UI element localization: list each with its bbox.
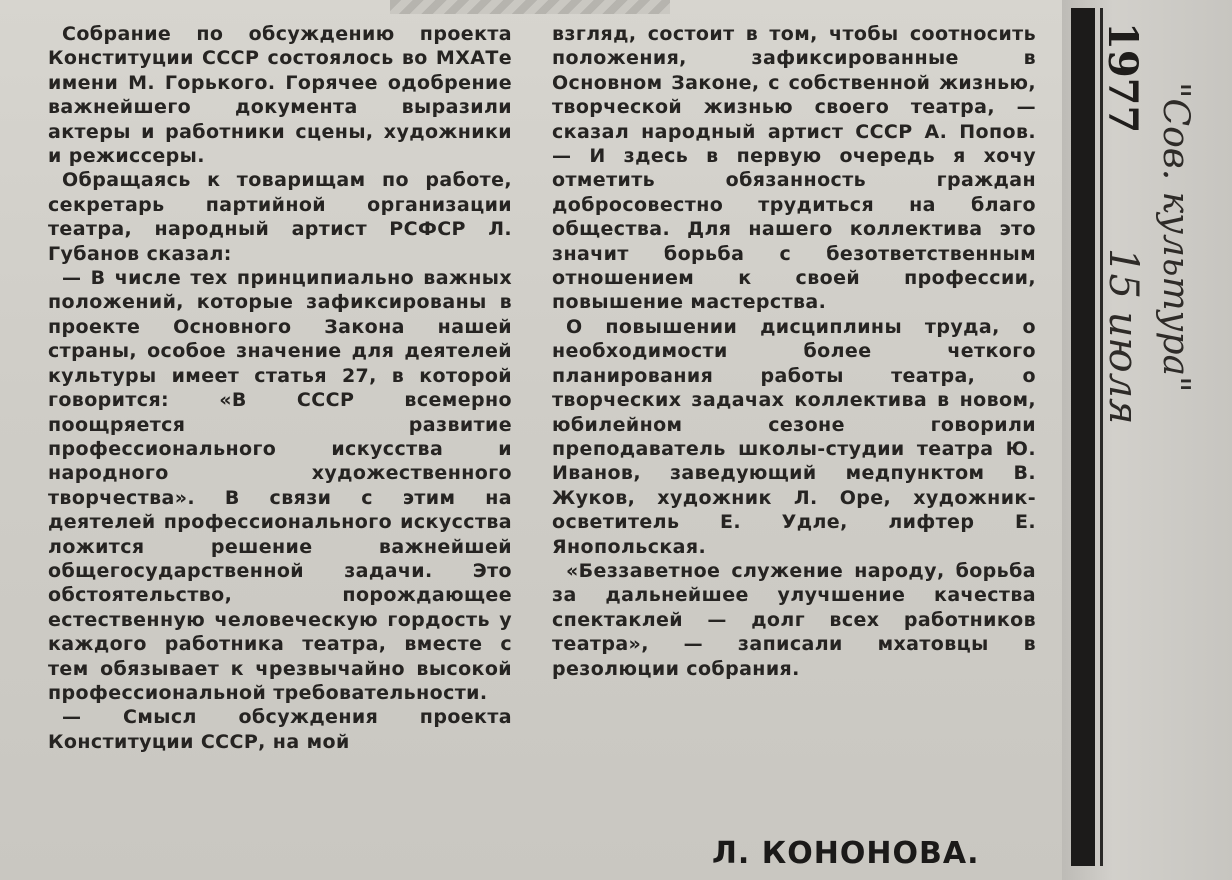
paragraph-intro: Собрание по обсуждению проекта Конституции СССР состоялось во МХАТе имени М. Горького. Горячее одобрение важнейшего документа выразили актеры и работники сцены, художники и режиссеры.: [48, 23, 512, 168]
handwritten-note: [1099, 18, 1224, 878]
paragraph-resolution: «Беззаветное служение народу, борьба за дальнейшее улучшение качества спектаклей — долг всех работников театра», — записали мхатовцы в резолюции собрания.: [552, 559, 1036, 680]
handwritten-date: 15 июля: [1100, 248, 1146, 425]
paragraph-gubanov-quote: — В числе тех принципиально важных положений, которые зафиксированы в проекте Основного Закона нашей страны, особое значение для деятелей культуры имеет статья 27, в которой говорится: «В СССР всемерно поощряется развитие профессионального искусства и народного художественного творчества». В связи с этим на деятелей профессионального искусства ложится решение важнейшей общегосударственной задачи. Это обстоятельство, порождающее естественную человеческую гордость у каждого работника театра, вместе с тем обязывает к чрезвычайно высокой профессиональной требовательности.: [48, 267, 512, 704]
paragraph-popov-start: — Смысл обсуждения проекта Конституции СССР, на мой: [48, 706, 512, 753]
column-rule-thick: [1071, 8, 1095, 866]
paragraph-discussion: О повышении дисциплины труда, о необходимости более четкого планирования работы театра, о творческих задачах коллектива в новом, юбилейном сезоне говорили преподаватель школы-студии театра Ю. Иванов, заведующий медпунктом В. Жуков, художник Л. Оре, художник-осветитель Е. Удле, лифтер Е. Янопольская.: [552, 315, 1036, 558]
paragraph-popov-continued: взгляд, состоит в том, чтобы соотносить положения, зафиксированные в Основном Законе, с собственной жизнью, творческой жизнью своего театра, — сказал народный артист СССР А. Попов. — И здесь в первую очередь я хочу отметить обязанность граждан добросовестно трудиться на благо общества. Для нашего коллектива это значит борьба с безответственным отношением к своей профессии, повышение мастерства.: [552, 23, 1036, 314]
paragraph-gubanov-intro: Обращаясь к товарищам по работе, секретарь партийной организации театра, народный артист РСФСР Л. Губанов сказал:: [48, 169, 512, 265]
torn-edge: [390, 0, 670, 14]
handwritten-newspaper-name: "Сов. культура": [1155, 82, 1196, 393]
handwritten-year: 1977: [1099, 22, 1146, 134]
column-rule-thin: [1100, 8, 1103, 866]
article-column-left: [48, 22, 512, 754]
author-signature: Л. КОНОНОВА.: [712, 836, 980, 871]
article-column-right: [552, 22, 1036, 681]
